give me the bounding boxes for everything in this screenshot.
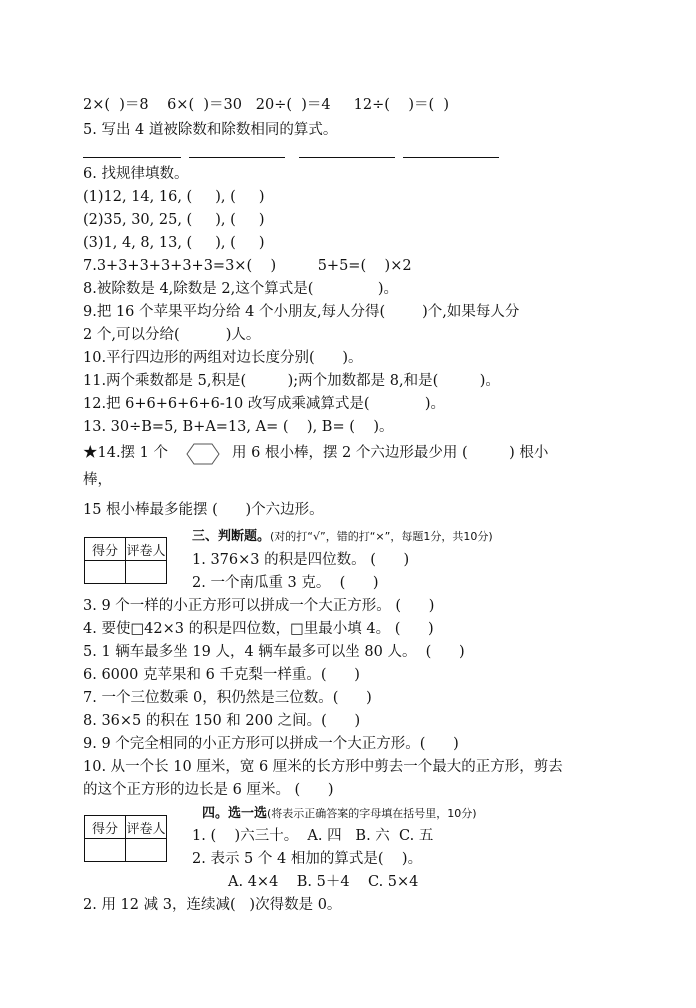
grader-header: 评卷人: [126, 816, 167, 839]
question-6: 6. 找规律填数。: [83, 166, 189, 182]
mc-question-2-options: A. 4×4 B. 5＋4 C. 5×4: [228, 874, 419, 890]
tf-question-6: 6. 6000 克苹果和 6 千克梨一样重。( ): [83, 667, 360, 683]
mc-question-2: 2. 表示 5 个 4 相加的算式是( )。: [192, 851, 423, 867]
mc-question-1: 1. ( )六三十。 A. 四 B. 六 C. 五: [192, 828, 434, 844]
score-header: 得分: [85, 538, 126, 561]
tf-question-1: 1. 376×3 的积是四位数。 ( ): [192, 552, 410, 568]
question-7: 7.3+3+3+3+3+3=3×( ) 5+5=( )×2: [83, 258, 412, 274]
question-13: 13. 30÷B=5, B+A=13, A= ( ), B= ( )。: [83, 419, 394, 435]
tf-question-2: 2. 一个南瓜重 3 克。 ( ): [192, 575, 379, 591]
question-9: 9.把 16 个苹果平均分给 4 个小朋友,每人分得( )个,如果每人分: [83, 304, 520, 320]
score-cell[interactable]: [85, 839, 126, 862]
grader-header: 评卷人: [126, 538, 167, 561]
tf-question-4: 4. 要使□42×3 的积是四位数，□里最小填 4。 ( ): [83, 621, 434, 637]
question-12: 12.把 6+6+6+6+6-10 改写成乘减算式是( )。: [83, 396, 445, 412]
answer-blank-3[interactable]: [299, 157, 395, 158]
tf-question-9: 9. 9 个完全相同的小正方形可以拼成一个大正方形。( ): [83, 736, 459, 752]
tf-question-7: 7. 一个三位数乘 0，积仍然是三位数。( ): [83, 690, 372, 706]
question-15: 15 根小棒最多能摆 ( )个六边形。: [83, 502, 324, 518]
score-table-section-3: [84, 537, 167, 584]
score-header: 得分: [85, 816, 126, 839]
line-q4-division-blanks: 2×( )＝8 6×( )＝30 20÷( )＝4 12÷( )＝( ): [83, 97, 450, 113]
mc-question-3: 2. 用 12 减 3，连续减( )次得数是 0。: [83, 897, 342, 913]
question-6-1: (1)12, 14, 16, ( ), ( ): [83, 189, 265, 205]
question-14-cont: 棒，: [83, 472, 112, 488]
section-3-note: (对的打“√”，错的打“×”，每题1分，共10分): [270, 530, 493, 543]
section-3-header: [192, 528, 493, 546]
question-5: 5. 写出 4 道被除数和除数相同的算式。: [83, 122, 338, 138]
tf-question-10: 10. 从一个长 10 厘米，宽 6 厘米的长方形中剪去一个最大的正方形，剪去: [83, 759, 563, 775]
section-4-header: [202, 805, 477, 823]
question-11: 11.两个乘数都是 5,积是( );两个加数都是 8,和是( )。: [83, 373, 500, 389]
score-cell[interactable]: [85, 561, 126, 584]
answer-blank-4[interactable]: [403, 157, 499, 158]
tf-question-3: 3. 9 个一样的小正方形可以拼成一个大正方形。 ( ): [83, 598, 435, 614]
hexagon-icon: [186, 443, 220, 465]
question-10: 10.平行四边形的两组对边长度分别( )。: [83, 350, 363, 366]
question-14-start: ★14.摆 1 个: [83, 445, 169, 461]
tf-question-8: 8. 36×5 的积在 150 和 200 之间。( ): [83, 713, 361, 729]
score-table-section-4: [84, 815, 167, 862]
question-9-cont: 2 个,可以分给( )人。: [83, 327, 261, 343]
section-3-title: 三、判断题。: [192, 529, 271, 544]
tf-question-5: 5. 1 辆车最多坐 19 人，4 辆车最多可以坐 80 人。 ( ): [83, 644, 465, 660]
question-6-3: (3)1, 4, 8, 13, ( ), ( ): [83, 235, 265, 251]
answer-blank-2[interactable]: [189, 157, 285, 158]
grader-cell[interactable]: [126, 839, 167, 862]
question-8: 8.被除数是 4,除数是 2,这个算式是( )。: [83, 281, 399, 297]
question-14-rest: 用 6 根小棒，摆 2 个六边形最少用 ( ) 根小: [232, 445, 549, 461]
section-4-note: (将表示正确答案的字母填在括号里，10分): [267, 807, 477, 820]
answer-blank-1[interactable]: [83, 157, 181, 158]
tf-question-10-cont: 的这个正方形的边长是 6 厘米。 ( ): [83, 782, 334, 798]
grader-cell[interactable]: [126, 561, 167, 584]
section-4-title: 四。选一选: [202, 806, 268, 821]
question-6-2: (2)35, 30, 25, ( ), ( ): [83, 212, 265, 228]
